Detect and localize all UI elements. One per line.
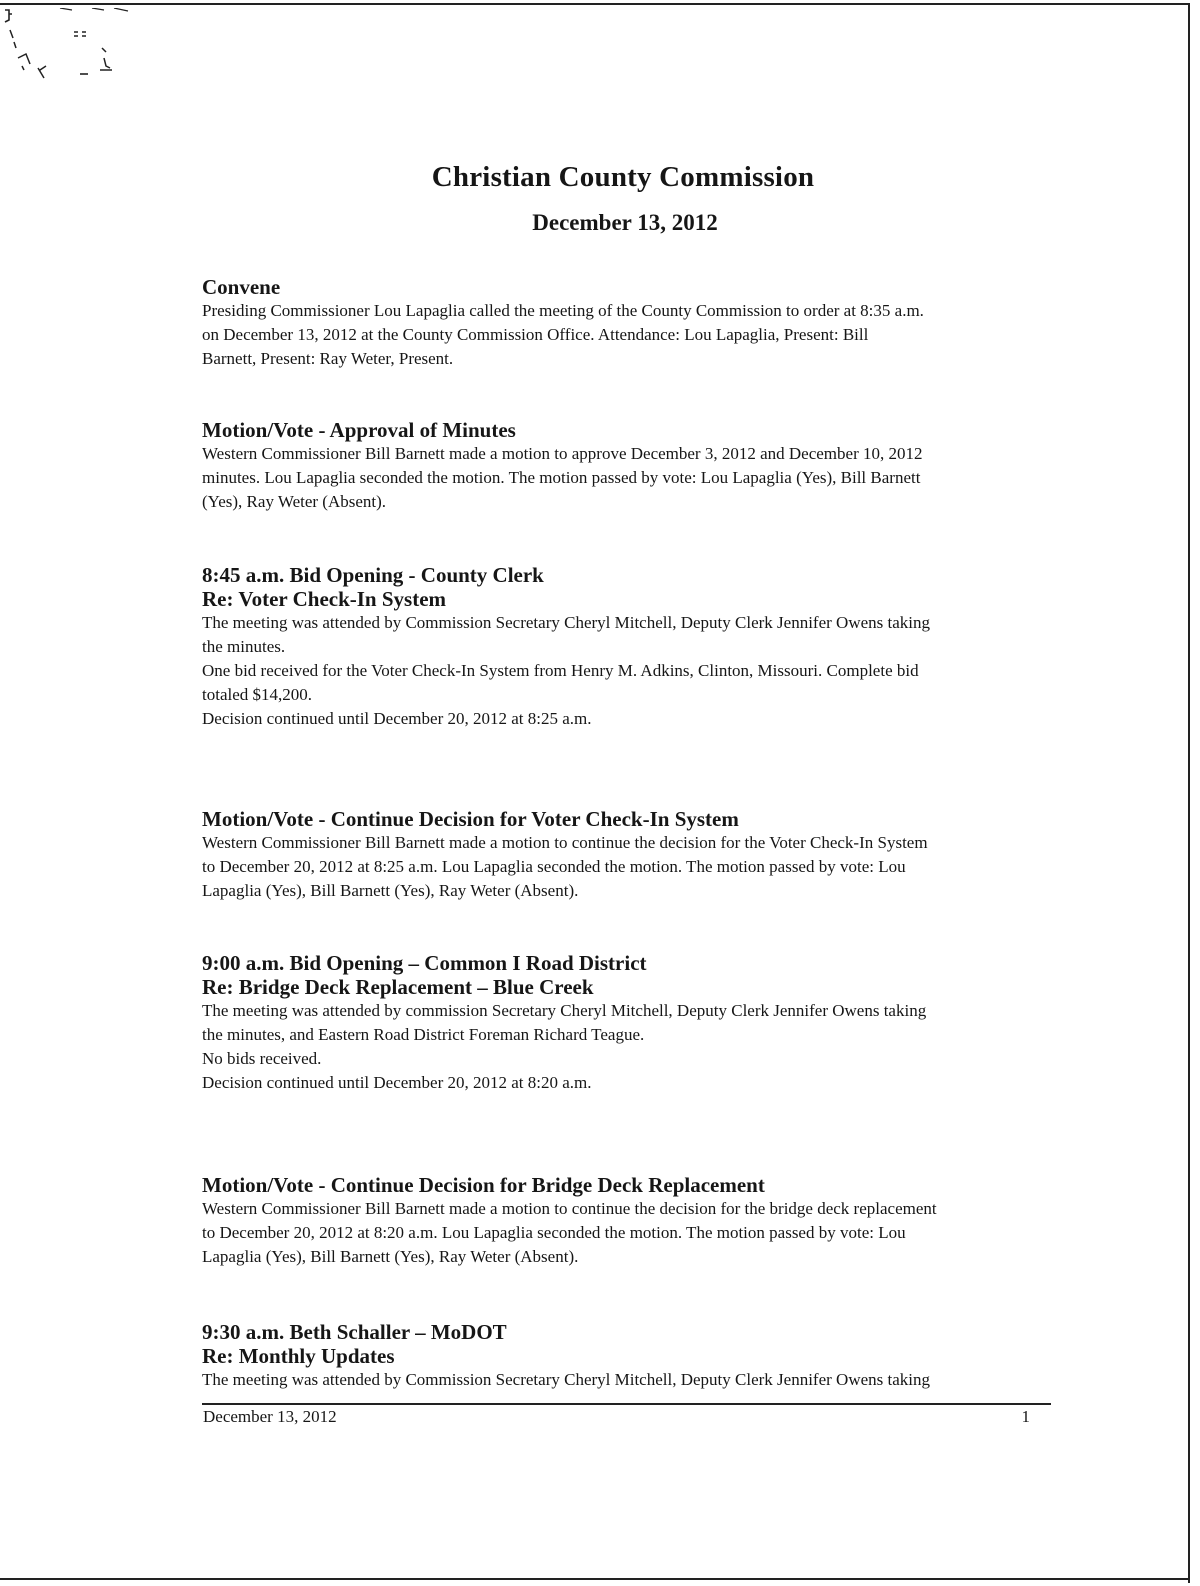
body-line: Western Commissioner Bill Barnett made a motion to continue the decision for the Voter Check-In System <box>202 833 928 852</box>
section-heading: 8:45 a.m. Bid Opening - County Clerk <box>202 563 544 587</box>
document-title: Christian County Commission <box>431 161 815 193</box>
body-line: the minutes, and Eastern Road District Foreman Richard Teague. <box>202 1025 645 1044</box>
section-bid-opening-road-district <box>202 951 1072 1095</box>
section-body <box>202 1368 1072 1392</box>
scan-top-border <box>0 3 1190 5</box>
body-line: Barnett, Present: Ray Weter, Present. <box>202 349 454 368</box>
body-line: Western Commissioner Bill Barnett made a motion to approve December 3, 2012 and December 10, 2012 <box>202 444 923 463</box>
section-subheading: Re: Monthly Updates <box>202 1344 395 1368</box>
body-line: Presiding Commissioner Lou Lapaglia called the meeting of the County Commission to order at 8:35 a.m. <box>202 301 924 320</box>
body-line: No bids received. <box>202 1049 322 1068</box>
section-heading: 9:30 a.m. Beth Schaller – MoDOT <box>202 1320 507 1344</box>
page-number: 1 <box>1021 1407 1030 1426</box>
section-body <box>202 831 1072 903</box>
section-approval-of-minutes <box>202 418 1072 514</box>
body-line: to December 20, 2012 at 8:20 a.m. Lou Lapaglia seconded the motion. The motion passed by vote: Lou <box>202 1223 906 1242</box>
section-heading: Motion/Vote - Approval of Minutes <box>202 418 516 442</box>
section-body <box>202 442 1072 514</box>
footer-rule <box>202 1403 1051 1405</box>
body-line: Lapaglia (Yes), Bill Barnett (Yes), Ray Weter (Absent). <box>202 881 579 900</box>
section-continue-decision-voter-check-in <box>202 807 1072 903</box>
section-body <box>202 999 1072 1095</box>
body-line: Western Commissioner Bill Barnett made a motion to continue the decision for the bridge deck replacement <box>202 1199 937 1218</box>
body-line: Decision continued until December 20, 2012 at 8:20 a.m. <box>202 1073 592 1092</box>
section-bid-opening-county-clerk <box>202 563 1072 731</box>
section-subheading: Re: Voter Check-In System <box>202 587 447 611</box>
section-heading: Motion/Vote - Continue Decision for Voter Check-In System <box>202 807 739 831</box>
scan-right-border <box>1188 3 1190 1583</box>
body-line: The meeting was attended by Commission Secretary Cheryl Mitchell, Deputy Clerk Jennifer Owens taking <box>202 1370 930 1389</box>
body-line: minutes. Lou Lapaglia seconded the motion. The motion passed by vote: Lou Lapaglia (Yes), Bill Barnett <box>202 468 921 487</box>
section-modot-updates <box>202 1320 1072 1392</box>
body-line: The meeting was attended by Commission Secretary Cheryl Mitchell, Deputy Clerk Jennifer Owens taking <box>202 613 930 632</box>
section-body <box>202 611 1072 731</box>
footer-date: December 13, 2012 <box>203 1407 337 1426</box>
body-line: Lapaglia (Yes), Bill Barnett (Yes), Ray Weter (Absent). <box>202 1247 579 1266</box>
body-line: (Yes), Ray Weter (Absent). <box>202 492 387 511</box>
body-line: totaled $14,200. <box>202 685 313 704</box>
body-line: One bid received for the Voter Check-In System from Henry M. Adkins, Clinton, Missouri. Complete bid <box>202 661 919 680</box>
section-heading: 9:00 a.m. Bid Opening – Common I Road District <box>202 951 647 975</box>
body-line: The meeting was attended by commission Secretary Cheryl Mitchell, Deputy Clerk Jennifer Owens taking <box>202 1001 927 1020</box>
section-heading: Convene <box>202 275 281 299</box>
scan-bottom-border <box>0 1578 1190 1580</box>
section-heading: Motion/Vote - Continue Decision for Bridge Deck Replacement <box>202 1173 765 1197</box>
body-line: to December 20, 2012 at 8:25 a.m. Lou Lapaglia seconded the motion. The motion passed by vote: Lou <box>202 857 906 876</box>
section-convene <box>202 275 1072 371</box>
section-body <box>202 1197 1072 1269</box>
body-line: on December 13, 2012 at the County Commission Office. Attendance: Lou Lapaglia, Present: Bill <box>202 325 869 344</box>
body-line: Decision continued until December 20, 2012 at 8:25 a.m. <box>202 709 592 728</box>
scan-artifact-marks <box>0 8 140 98</box>
document-date: December 13, 2012 <box>532 210 718 235</box>
body-line: the minutes. <box>202 637 286 656</box>
section-body <box>202 299 1072 371</box>
section-continue-decision-bridge-deck <box>202 1173 1072 1269</box>
section-subheading: Re: Bridge Deck Replacement – Blue Creek <box>202 975 594 999</box>
